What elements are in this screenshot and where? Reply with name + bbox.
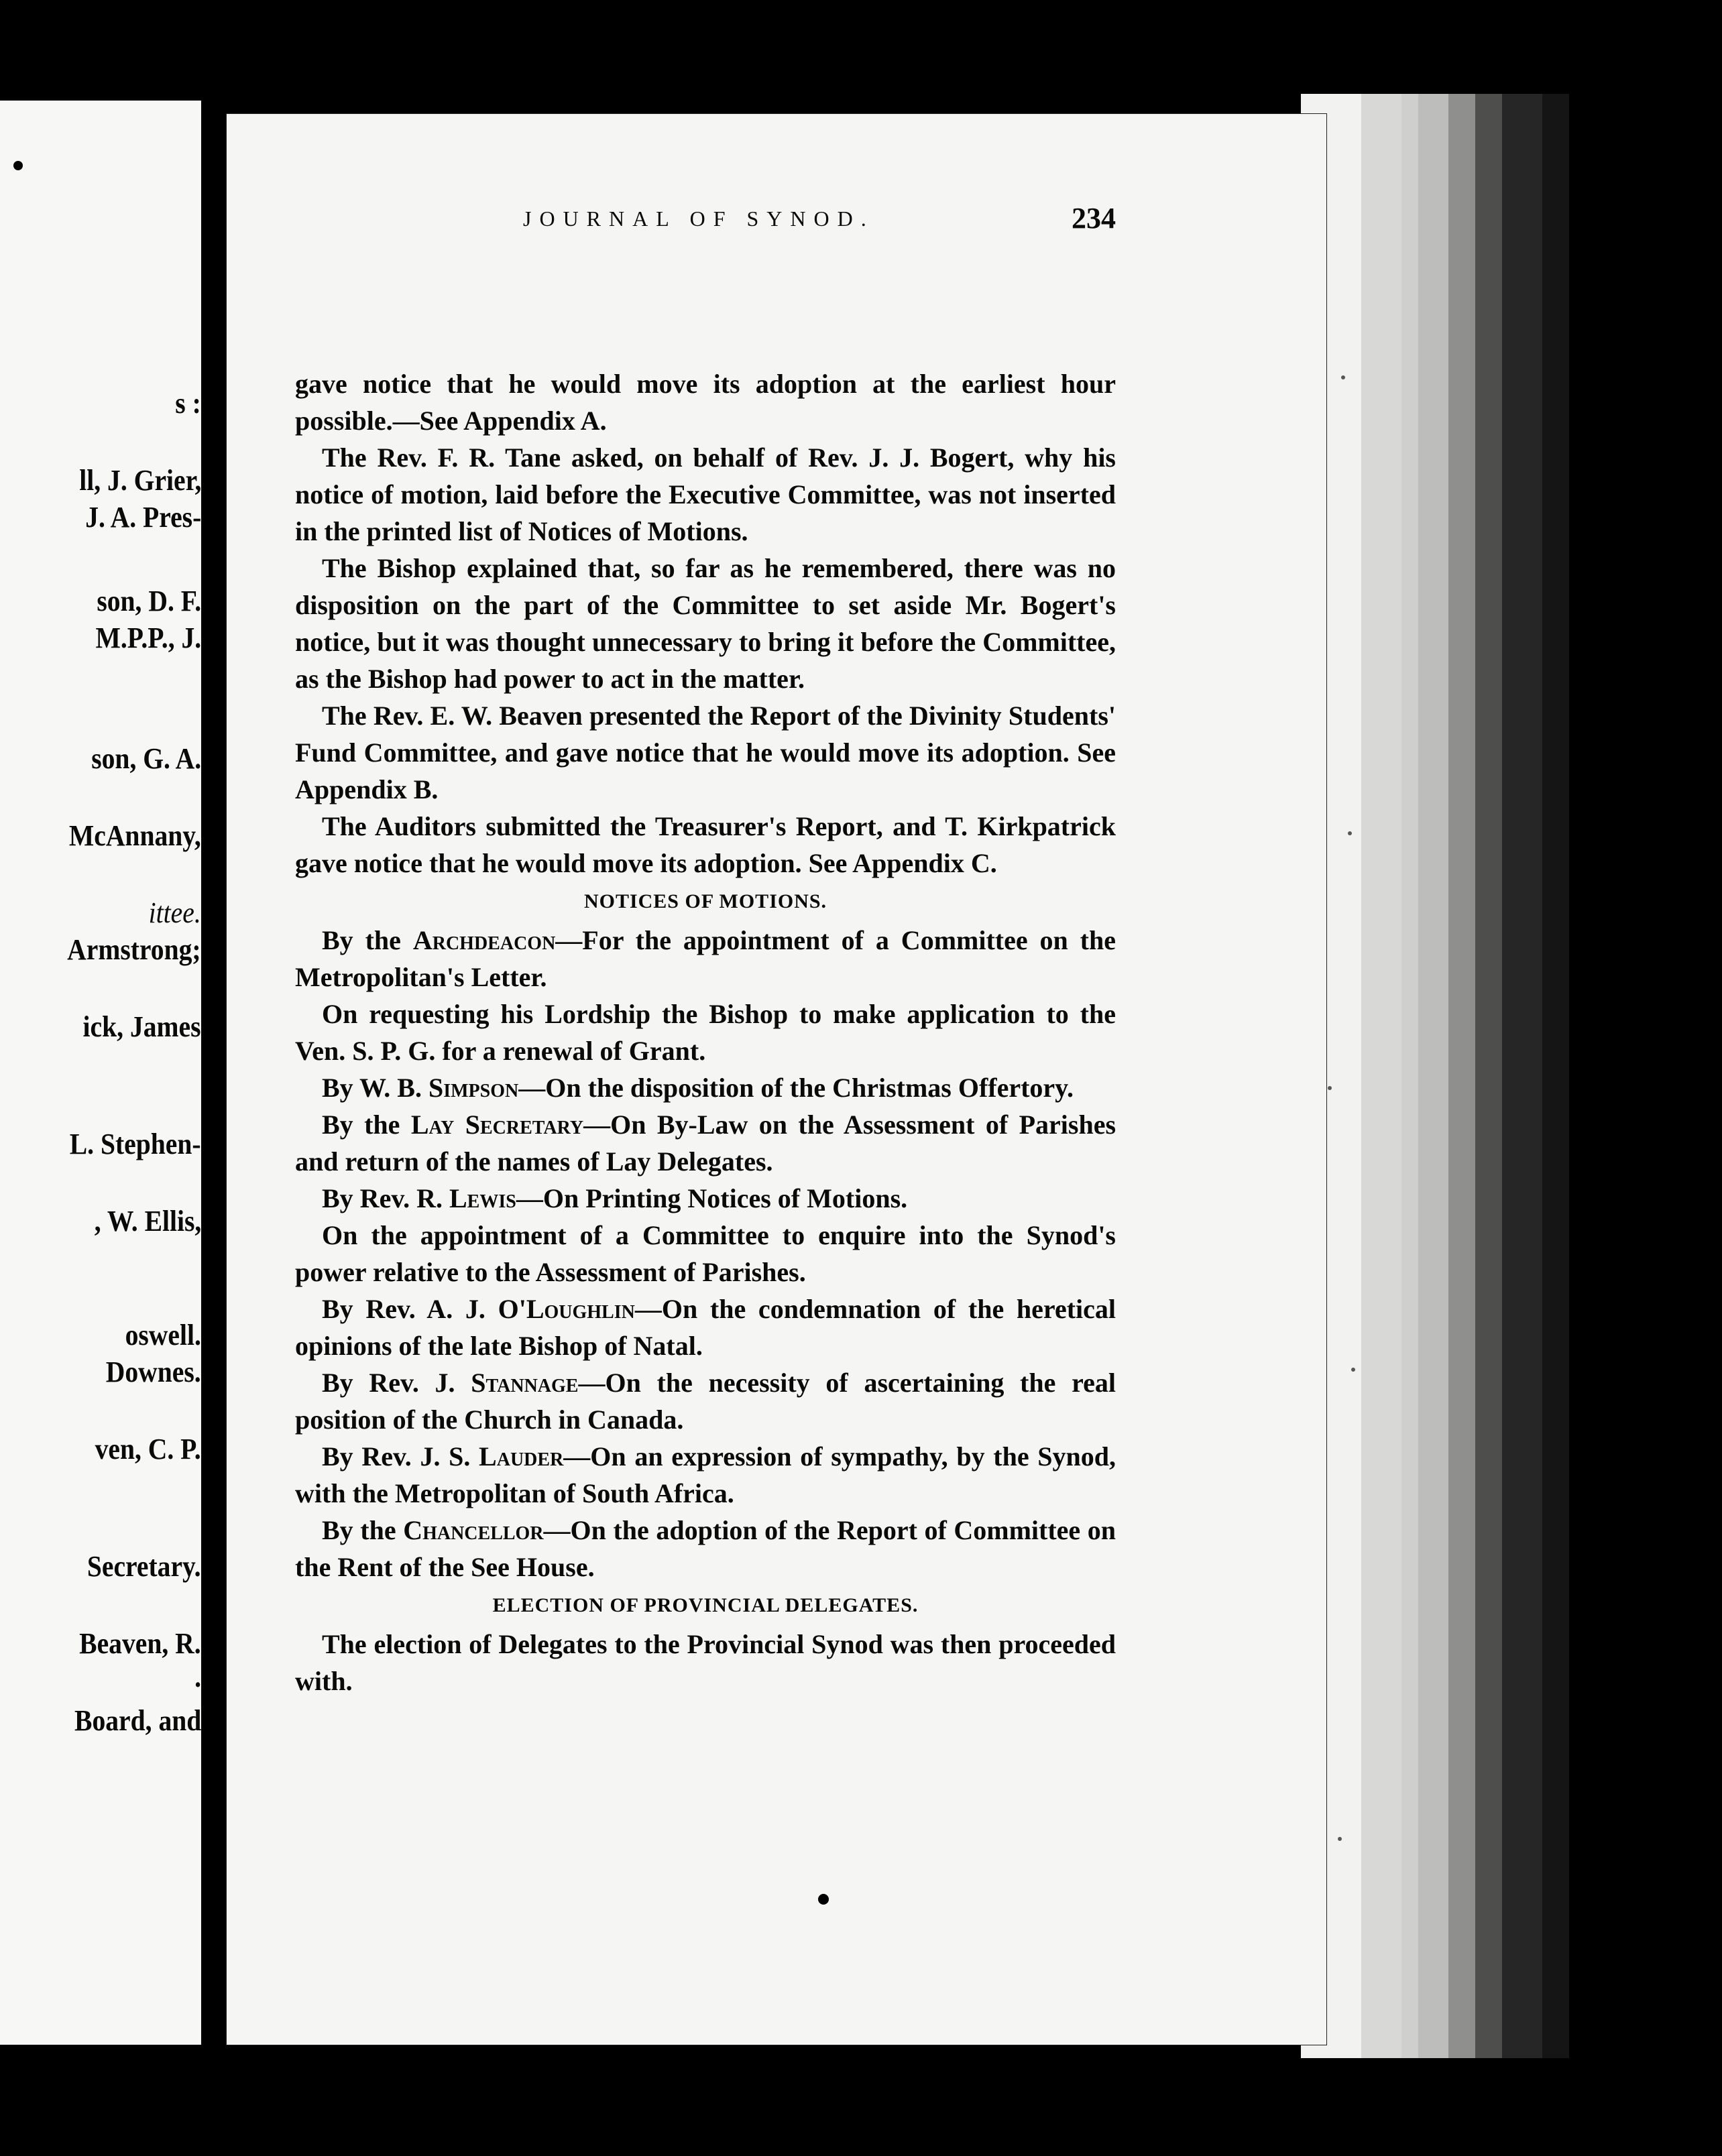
left-page-line: ll, J. Grier, <box>78 464 201 497</box>
left-page-line: , W. Ellis, <box>94 1205 201 1238</box>
left-page-line: McAnnany, <box>69 819 201 852</box>
left-page-line: ick, James <box>83 1010 201 1043</box>
section-heading: ELECTION OF PROVINCIAL DELEGATES. <box>492 1594 919 1616</box>
motion-entry: By Rev. R. Lewis—On Printing Notices of Motions. <box>322 1183 908 1213</box>
paragraph: The Bishop explained that, so far as he remembered, there was no disposition on the part of the Committee to set aside Mr. Bogert's notice, but it was thought unnecessary to bring it before the Committee, as the Bishop had power to act in the matter. <box>295 553 1116 694</box>
page-edges <box>1301 94 1569 2058</box>
left-page-line: ven, C. P. <box>95 1433 201 1465</box>
left-page-line: ittee. <box>148 896 201 929</box>
page-header <box>295 201 1116 241</box>
left-page-line: son, G. A. <box>91 742 201 775</box>
page-number: 234 <box>1072 202 1116 235</box>
left-page-line: Secretary. <box>87 1550 201 1583</box>
left-page-line: oswell. <box>125 1319 201 1352</box>
left-page-line: Downes. <box>106 1356 201 1388</box>
motion-entry: By the Lay Secretary—On By-Law on the Assessment of Parishes and return of the names of Lay Delegates. <box>295 1110 1116 1177</box>
left-page-line: J. A. Pres- <box>84 501 201 534</box>
motion-entry: By Rev. J. S. Lauder—On an expression of sympathy, by the Synod, with the Metropolitan of South Africa. <box>295 1441 1116 1508</box>
left-page-line: . <box>194 1661 201 1693</box>
left-page-line: L. Stephen- <box>70 1128 201 1160</box>
paragraph: The election of Delegates to the Provincial Synod was then proceeded with. <box>295 1629 1116 1696</box>
running-title: JOURNAL OF SYNOD. <box>523 206 874 231</box>
ink-speck <box>13 161 23 170</box>
motion-entry: By the Chancellor—On the adoption of the Report of Committee on the Rent of the See House. <box>295 1515 1116 1582</box>
left-page-line: M.P.P., J. <box>95 621 201 654</box>
paragraph: The Auditors submitted the Treasurer's Report, and T. Kirkpatrick gave notice that he would move its adoption. See Appendix C. <box>295 811 1116 878</box>
motion-entry: By W. B. Simpson—On the disposition of the Christmas Offertory. <box>322 1073 1074 1103</box>
paragraph: The Rev. F. R. Tane asked, on behalf of Rev. J. J. Bogert, why his notice of motion, laid before the Executive Committee, was not inserted in the printed list of Notices of Motions. <box>295 442 1116 546</box>
paragraph: The Rev. E. W. Beaven presented the Report of the Divinity Students' Fund Committee, and gave notice that he would move its adoption. See Appendix B. <box>295 701 1116 804</box>
left-page-line: Beaven, R. <box>79 1627 201 1660</box>
motion-entry: On the appointment of a Committee to enquire into the Synod's power relative to the Assessment of Parishes. <box>295 1220 1116 1287</box>
left-page-line: Armstrong; <box>67 933 201 966</box>
motion-entry: By the Archdeacon—For the appointment of a Committee on the Metropolitan's Letter. <box>295 925 1116 992</box>
page-body <box>295 365 1116 1699</box>
book-gutter <box>201 0 228 2156</box>
left-page-line: Board, and <box>74 1704 201 1737</box>
left-page <box>0 101 201 2045</box>
left-page-line: son, D. F. <box>97 585 201 617</box>
paragraph: gave notice that he would move its adoption at the earliest hour possible.—See Appendix A. <box>295 369 1116 436</box>
ink-speck <box>818 1894 829 1905</box>
motion-entry: By Rev. J. Stannage—On the necessity of ascertaining the real position of the Church in Canada. <box>295 1368 1116 1435</box>
motion-entry: On requesting his Lordship the Bishop to make application to the Ven. S. P. G. for a renewal of Grant. <box>295 999 1116 1066</box>
section-heading: NOTICES OF MOTIONS. <box>583 890 827 912</box>
motion-entry: By Rev. A. J. O'Loughlin—On the condemnation of the heretical opinions of the late Bishop of Natal. <box>295 1294 1116 1361</box>
left-page-line: s : <box>175 387 201 420</box>
